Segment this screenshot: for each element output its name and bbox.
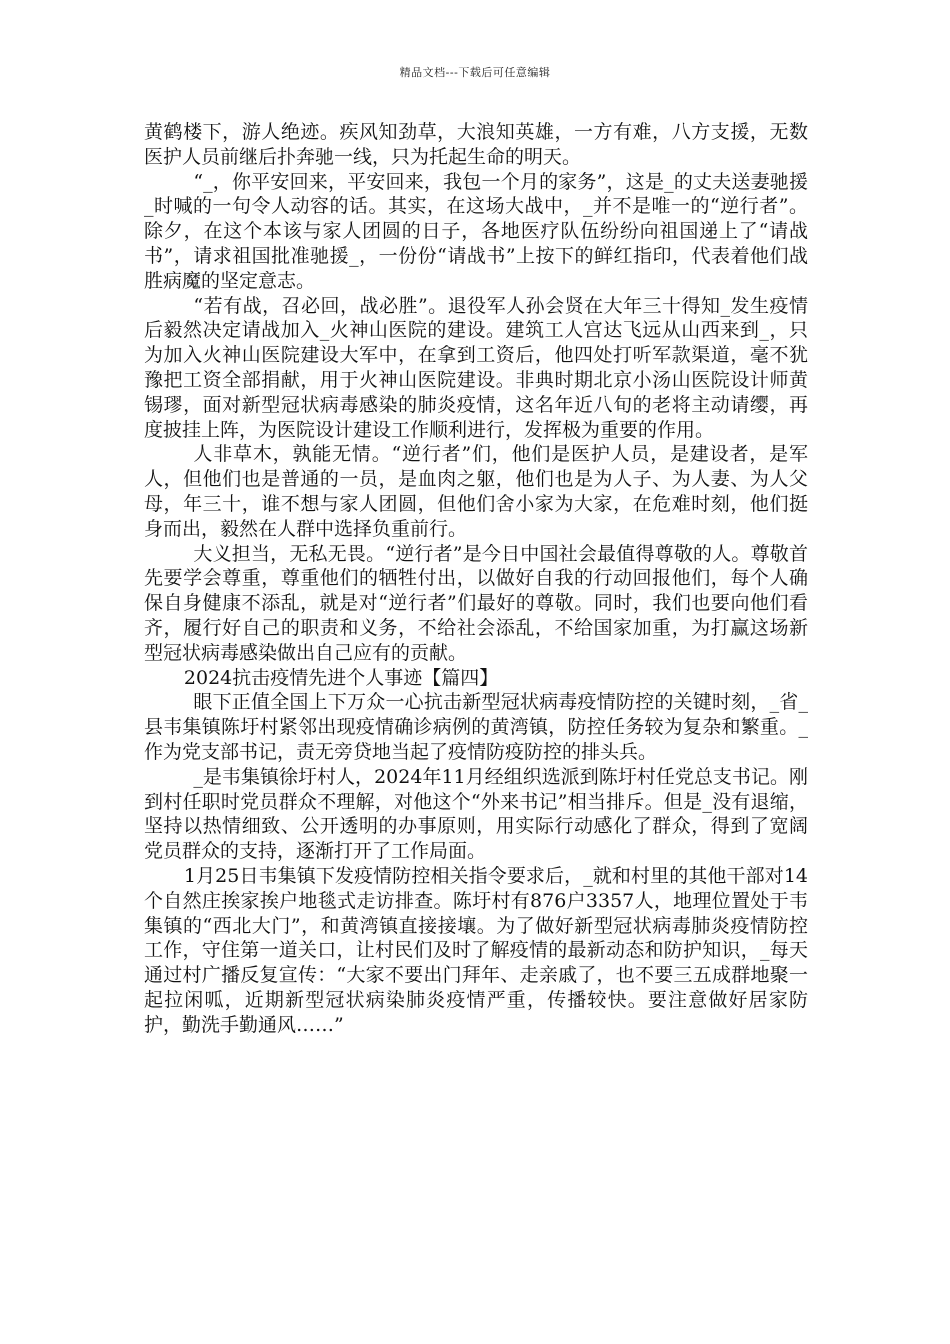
page-header: 精品文档---下载后可任意编辑: [399, 66, 551, 79]
paragraph-3: “若有战，召必回，战必胜”。退役军人孙会贤在大年三十得知_发生疫情后毅然决定请战加入_火神山医院的建设。建筑工人宫达飞远从山西来到_，只为加入火神山医院建设大军中，在拿到工资后，他四处打听军款渠道，毫不犹豫把工资全部捐献，用于火神山医院建设。非典时期北京小汤山医院设计师黄锡璆，面对新型冠状病毒感染的肺炎疫情，这名年近八旬的老将主动请缨，再度披挂上阵，为医院设计建设工作顺利进行，发挥极为重要的作用。: [144, 294, 808, 441]
document-body: [144, 120, 808, 1037]
paragraph-1: 黄鹤楼下，游人绝迹。疾风知劲草，大浪知英雄，一方有难，八方支援，无数医护人员前继后扑奔驰一线，只为托起生命的明天。: [144, 121, 808, 168]
section-heading: 2024抗击疫情先进个人事迹【篇四】: [183, 666, 499, 689]
paragraph-6: 眼下正值全国上下万众一心抗击新型冠状病毒疫情防控的关键时刻，_省_县韦集镇陈圩村紧邻出现疫情确诊病例的黄湾镇，防控任务较为复杂和繁重。_作为党支部书记，责无旁贷地当起了疫情防疫防控的排头兵。: [144, 691, 808, 763]
paragraph-2: “_，你平安回来，平安回来，我包一个月的家务”，这是_的丈夫送妻驰援_时喊的一句令人动容的话。其实，在这场大战中，_并不是唯一的“逆行者”。除夕，在这个本该与家人团圆的日子，各地医疗队伍纷纷向祖国递上了“请战书”，请求祖国批准驰援_，一份份“请战书”上按下的鲜红指印，代表着他们战胜病魔的坚定意志。: [144, 170, 808, 292]
paragraph-8: 1月25日韦集镇下发疫情防控相关指令要求后，_就和村里的其他干部对14个自然庄挨家挨户地毯式走访排查。陈圩村有876户3357人，地理位置处于韦集镇的“西北大门”，和黄湾镇直接接壤。为了做好新型冠状病毒肺炎疫情防控工作，守住第一道关口，让村民们及时了解疫情的最新动态和防护知识，_每天通过村广播反复宣传：“大家不要出门拜年、走亲戚了，也不要三五成群地聚一起拉闲呱，近期新型冠状病染肺炎疫情严重，传播较快。要注意做好居家防护，勤洗手勤通风……”: [144, 864, 808, 1036]
paragraph-7: _是韦集镇徐圩村人，2024年11月经组织选派到陈圩村任党总支书记。刚到村任职时党员群众不理解，对他这个“外来书记”相当排斥。但是_没有退缩，坚持以热情细致、公开透明的办事原则，用实际行动感化了群众，得到了宽阔党员群众的支持，逐渐打开了工作局面。: [144, 765, 808, 863]
paragraph-5: 大义担当，无私无畏。“逆行者”是今日中国社会最值得尊敬的人。尊敬首先要学会尊重，尊重他们的牺牲付出，以做好自我的行动回报他们，每个人确保自身健康不添乱，就是对“逆行者”们最好的尊敬。同时，我们也要向他们看齐，履行好自己的职责和义务，不给社会添乱，不给国家加重，为打赢这场新型冠状病毒感染做出自己应有的贡献。: [144, 542, 808, 664]
paragraph-4: 人非草木，孰能无情。“逆行者”们，他们是医护人员，是建设者，是军人，但他们也是普通的一员，是血肉之躯，他们也是为人子、为人妻、为人父母，年三十，谁不想与家人团圆，但他们舍小家为大家，在危难时刻，他们挺身而出，毅然在人群中选择负重前行。: [144, 443, 808, 540]
